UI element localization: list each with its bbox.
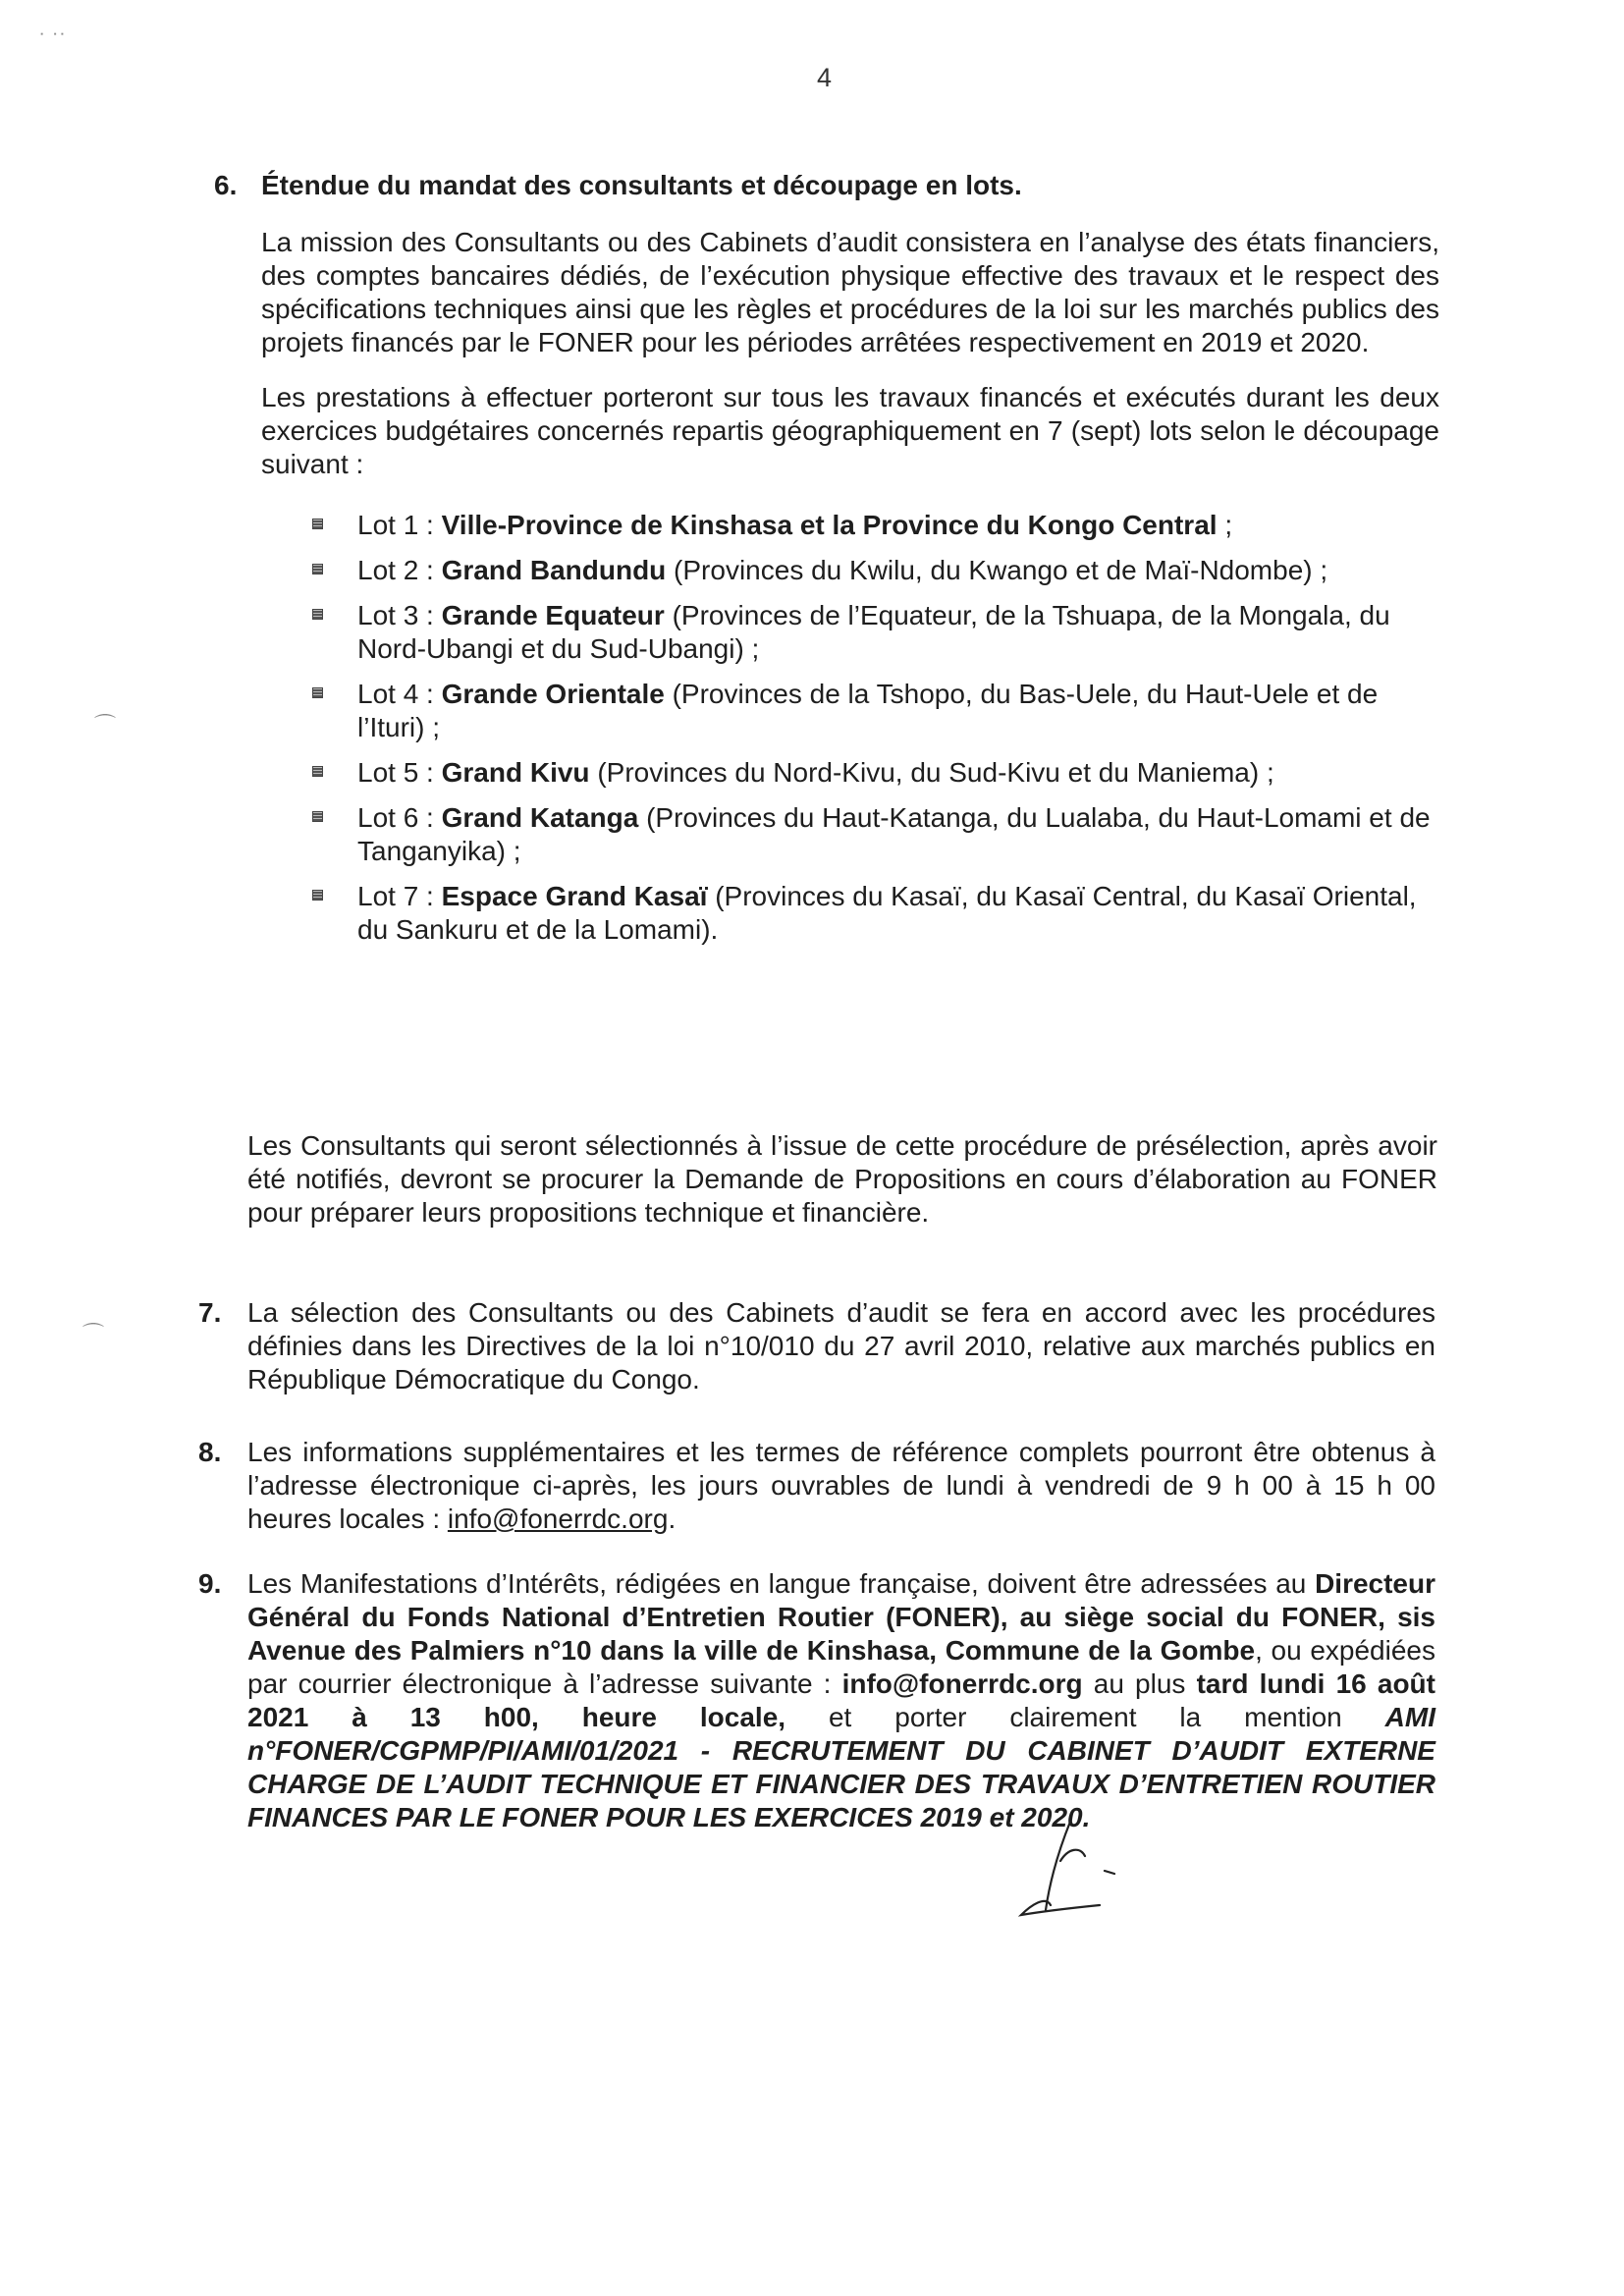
section-9 — [198, 1567, 1445, 1834]
bullet-icon — [312, 564, 323, 574]
section-8 — [198, 1436, 1445, 1536]
section-7 — [198, 1296, 1445, 1396]
paragraph: Les Manifestations d’Intérêts, rédigées en langue française, doivent être adressées au Directeur Général du Fonds National d’Entretien Routier (FONER), au siège social du FONER, sis Avenue des Palmiers n°10 dans la ville de Kinshasa, Commune de la Gombe, ou expédiées par courrier électronique à l’adresse suivante : info@fonerrdc.org au plus tard lundi 16 août 2021 à 13 h00, heure locale, et porter clairement la mention AMI n°FONER/CGPMP/PI/AMI/01/2021 - RECRUTEMENT DU CABINET D’AUDIT EXTERNE CHARGE DE L’AUDIT TECHNIQUE ET FINANCIER DES TRAVAUX D’ENTRETIEN ROUTIER FINANCES PAR LE FONER POUR LES EXERCICES 2019 et 2020. — [247, 1568, 1435, 1832]
list-item: Lot 3 : Grande Equateur (Provinces de l’Equateur, de la Tshuapa, de la Mongala, du Nord-Ubangi et du Sud-Ubangi) ; — [312, 599, 1439, 666]
section-number: 9. — [198, 1568, 222, 1599]
list-item: Lot 2 : Grand Bandundu (Provinces du Kwilu, du Kwango et de Maï-Ndombe) ; — [312, 554, 1439, 587]
paragraph: Les prestations à effectuer porteront sur tous les travaux financés et exécutés durant les deux exercices budgétaires concernés repartis géographiquement en 7 (sept) lots selon le découpage suivant : — [261, 382, 1439, 479]
page-number: 4 — [817, 63, 833, 92]
section-number: 8. — [198, 1437, 222, 1467]
paragraph: La sélection des Consultants ou des Cabinets d’audit se fera en accord avec les procédures définies dans les Directives de la loi n°10/010 du 27 avril 2010, relative aux marchés publics en République Démocratique du Congo. — [247, 1297, 1435, 1394]
signature — [992, 1817, 1129, 1935]
scan-mark: ⌒ — [82, 1322, 105, 1346]
mention-text: AMI n°FONER/CGPMP/PI/AMI/01/2021 - RECRUTEMENT DU CABINET D’AUDIT EXTERNE CHARGE DE L’AUDIT TECHNIQUE ET FINANCIER DES TRAVAUX D’ENTRETIEN ROUTIER FINANCES PAR LE FONER POUR LES EXERCICES 2019 et 2020. — [247, 1702, 1435, 1832]
list-item: Lot 7 : Espace Grand Kasaï (Provinces du Kasaï, du Kasaï Central, du Kasaï Oriental, du Sankuru et de la Lomami). — [312, 880, 1439, 947]
scan-mark: ⌒ — [94, 713, 117, 738]
email-link[interactable]: info@fonerrdc.org — [841, 1668, 1083, 1699]
list-item: Lot 1 : Ville-Province de Kinshasa et la Province du Kongo Central ; — [312, 509, 1439, 542]
bullet-icon — [312, 766, 323, 777]
paragraph: Les informations supplémentaires et les termes de référence complets pourront être obtenus à l’adresse électronique ci-après, les jours ouvrables de lundi à vendredi de 9 h 00 à 15 h 00 heures locales : info@fonerrdc.org. — [247, 1437, 1435, 1534]
section-heading: Étendue du mandat des consultants et découpage en lots. — [261, 170, 1022, 200]
list-item: Lot 5 : Grand Kivu (Provinces du Nord-Kivu, du Sud-Kivu et du Maniema) ; — [312, 756, 1439, 790]
list-item: Lot 4 : Grande Orientale (Provinces de la Tshopo, du Bas-Uele, du Haut-Uele et de l’Ituri) ; — [312, 678, 1439, 744]
section-number: 7. — [198, 1297, 222, 1328]
bullet-icon — [312, 687, 323, 698]
bullet-icon — [312, 811, 323, 822]
paragraph: La mission des Consultants ou des Cabinets d’audit consistera en l’analyse des états financiers, des comptes bancaires dédiés, de l’exécution physique effective des travaux et le respect des spécifications techniques ainsi que les règles et procédures de la loi sur les marchés publics des projets financés par le FONER pour les périodes arrêtées respectivement en 2019 et 2020. — [261, 227, 1439, 357]
list-item: Lot 6 : Grand Katanga (Provinces du Haut-Katanga, du Lualaba, du Haut-Lomami et de Tanganyika) ; — [312, 801, 1439, 868]
email-link[interactable]: info@fonerrdc.org — [447, 1503, 669, 1534]
section-number: 6. — [214, 170, 238, 200]
bullet-icon — [312, 609, 323, 620]
bullet-icon — [312, 890, 323, 901]
lot-list — [312, 509, 1439, 947]
scan-mark: ˙ ˙˙ — [39, 29, 68, 54]
paragraph: Les Consultants qui seront sélectionnés à l’issue de cette procédure de présélection, après avoir été notifiés, devront se procurer la Demande de Propositions en cours d’élaboration au FONER pour préparer leurs propositions technique et financière. — [247, 1130, 1437, 1228]
section-6 — [214, 169, 1445, 958]
bullet-icon — [312, 519, 323, 529]
